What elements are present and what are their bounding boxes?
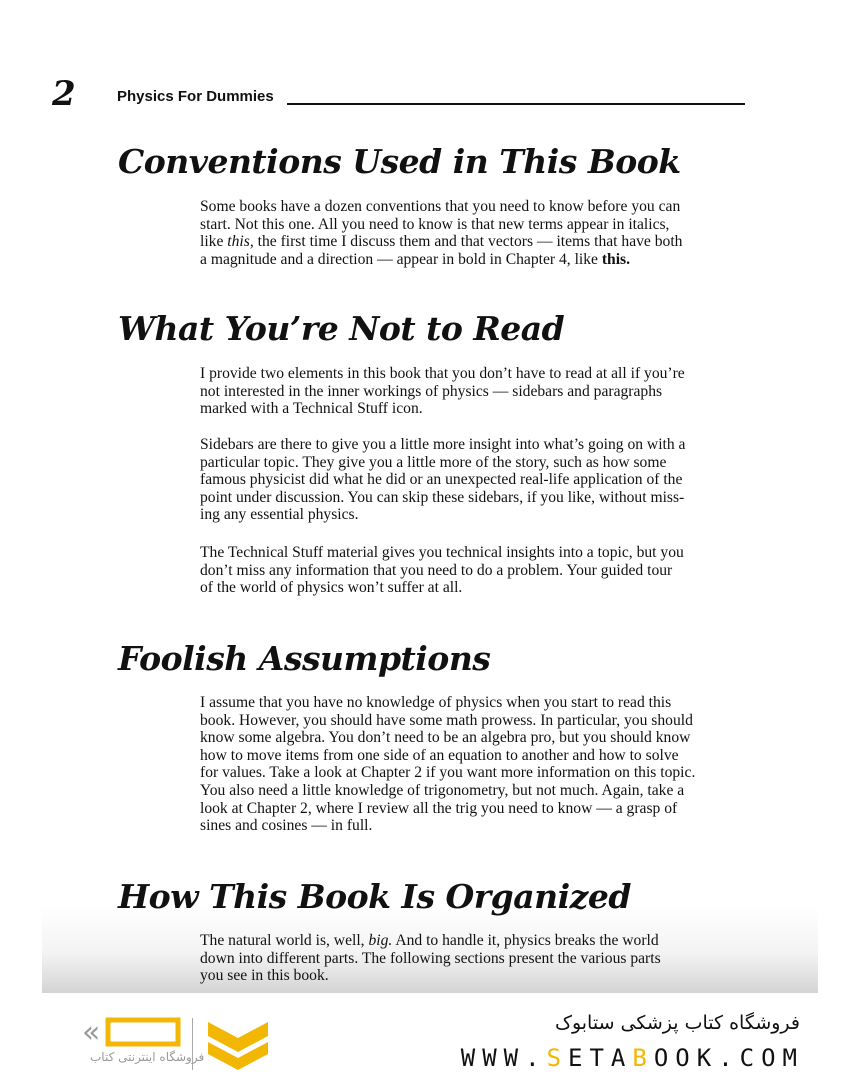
text-line: Some books have a dozen conventions that you need to know before you can: [200, 198, 681, 215]
header-rule: [287, 103, 745, 105]
text: a magnitude and a direction — appear in bold in Chapter 4, like: [200, 250, 602, 268]
text-line: [200, 251, 760, 269]
text-line: know some algebra. You don’t need to be an algebra pro, but you should know: [200, 729, 691, 747]
url-part: OOK.COM: [653, 1044, 804, 1072]
paragraph: [200, 932, 760, 985]
text-line: ing any essential physics.: [200, 506, 359, 524]
text-line: of the world of physics won’t suffer at all.: [200, 579, 463, 597]
text: the first time I discuss them and that vectors — items that have both: [253, 233, 683, 251]
text-line: you see in this book.: [200, 967, 329, 985]
url-part: WWW.: [460, 1044, 547, 1072]
section-heading: Foolish Assumptions: [118, 639, 491, 678]
text-line: don’t miss any information that you need to do a problem. Your guided tour: [200, 561, 673, 579]
page-number: 2: [52, 74, 76, 114]
text-line: Sidebars are there to give you a little more insight into what’s going on with a: [200, 436, 686, 453]
text-line: The Technical Stuff material gives you technical insights into a topic, but you: [200, 544, 684, 561]
url-part: S: [546, 1044, 569, 1072]
text-line: look at Chapter 2, where I review all the trig you need to know — a grasp of: [200, 799, 678, 817]
text-line: down into different parts. The following sections present the various parts: [200, 949, 661, 967]
text-line: I provide two elements in this book that you don’t have to read at all if you’re: [200, 365, 685, 382]
store-url[interactable]: [461, 1044, 804, 1072]
section-heading: Conventions Used in This Book: [118, 142, 681, 181]
section-heading: What You’re Not to Read: [118, 309, 565, 348]
svg-text:«: «: [82, 1015, 101, 1050]
text-line: sines and cosines — in full.: [200, 817, 373, 835]
text: The natural world is, well,: [200, 932, 369, 949]
url-part: B: [632, 1044, 654, 1072]
text: like: [200, 233, 228, 251]
url-part: ETA: [568, 1044, 633, 1072]
text-line: how to move items from one side of an equation to another and how to solve: [200, 746, 679, 764]
bold-text: this.: [601, 250, 631, 268]
setabook-logo: [80, 1012, 340, 1074]
italic-text: big.: [368, 932, 393, 949]
text-line: point under discussion. You can skip these sidebars, if you like, without miss-: [200, 488, 685, 506]
italic-text: this,: [227, 233, 254, 251]
text: And to handle it, physics breaks the world: [392, 932, 659, 949]
paragraph: [200, 198, 760, 268]
text-line: not interested in the inner workings of physics — sidebars and paragraphs: [200, 382, 663, 400]
text-line: particular topic. They give you a little more of the story, such as how some: [200, 453, 667, 471]
paragraph: [200, 544, 760, 597]
running-title: Physics For Dummies: [117, 88, 274, 105]
store-name: فروشگاه کتاب پزشکی ستابوک: [554, 1012, 800, 1034]
text-line: [200, 932, 760, 950]
logo-icon: [80, 1012, 340, 1074]
text-line: for values. Take a look at Chapter 2 if you want more information on this topic.: [200, 764, 696, 782]
text-line: You also need a little knowledge of trigonometry, but not much. Again, take a: [200, 781, 685, 799]
paragraph: [200, 694, 760, 835]
section-heading: How This Book Is Organized: [118, 877, 631, 916]
text-line: marked with a Technical Stuff icon.: [200, 400, 423, 418]
text-line: [200, 233, 760, 251]
paragraph: [200, 365, 760, 418]
text-line: book. However, you should have some math prowess. In particular, you should: [200, 711, 693, 729]
logo-tagline: فروشگاه اینترنتی کتاب: [90, 1050, 205, 1064]
text-line: I assume that you have no knowledge of physics when you start to read this: [200, 694, 672, 711]
text-line: famous physicist did what he did or an unexpected real-life application of the: [200, 471, 683, 489]
paragraph: [200, 436, 760, 524]
text-line: start. Not this one. All you need to know is that new terms appear in italics,: [200, 215, 670, 233]
